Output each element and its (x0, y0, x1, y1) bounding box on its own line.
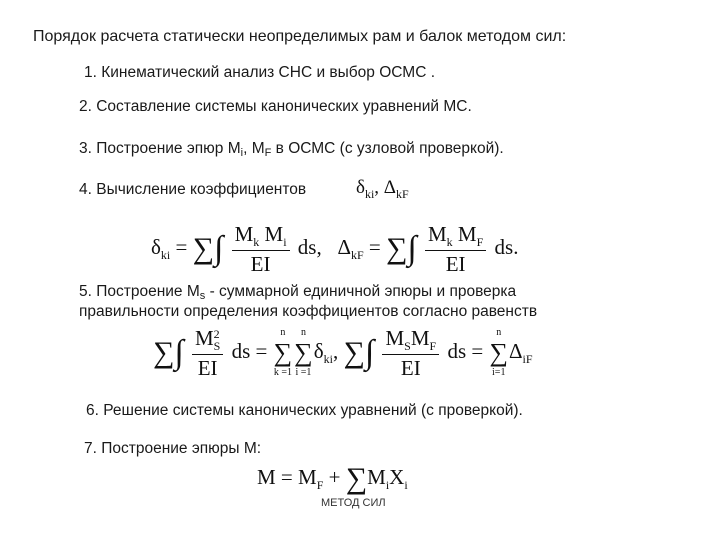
step-7: 7. Построение эпюры М: (84, 440, 262, 457)
comma: , (332, 338, 339, 363)
sum-sign: ∑ (489, 338, 509, 367)
plus-sign: + (328, 464, 341, 489)
M: M (385, 326, 405, 350)
Delta-symbol: Δ (383, 177, 397, 198)
sum-sign: ∑ (192, 232, 214, 265)
M: M (410, 326, 430, 350)
sum-i-2 (489, 326, 508, 380)
M: M (264, 222, 284, 246)
equals-sign: = (471, 338, 484, 363)
M: M (427, 222, 447, 246)
ds: ds (447, 338, 467, 363)
k: k (446, 235, 453, 249)
n: n (496, 327, 502, 338)
step-3-sub-i: i (240, 147, 244, 159)
delta-index: ki (160, 247, 171, 262)
sum-sign: ∑ (345, 462, 368, 495)
i-lower: i =1 (295, 367, 312, 378)
M: M (194, 326, 214, 350)
step-4: 4. Вычисление коэффициентов (79, 181, 307, 198)
step-6: 6. Решение системы канонических уравнений (с проверкой). (86, 402, 523, 419)
step-3-text-b: , M (243, 140, 265, 157)
formula-check (153, 326, 533, 380)
Delta-index: kF (350, 247, 364, 262)
step-3 (79, 140, 504, 158)
fraction (232, 222, 290, 276)
k-lower: k =1 (273, 367, 292, 378)
EI: EI (400, 356, 421, 380)
sum-sign: ∑ (273, 338, 293, 367)
equals-sign: = (368, 234, 381, 259)
step-5-text-a: 5. Построение M (79, 283, 200, 300)
sum-k (274, 326, 293, 380)
sum-sign: ∑ (386, 232, 408, 265)
step-3-sub-f: F (264, 147, 272, 159)
Delta: Δ (337, 234, 351, 259)
sum-i (294, 326, 313, 380)
Delta-sub: kF (396, 187, 409, 201)
i: i (404, 477, 408, 492)
page-title: Порядок расчета статически неопределимых рам и балок методом сил: (33, 28, 567, 45)
formula-coefficients (151, 222, 518, 276)
EI: EI (197, 356, 218, 380)
coefficients-symbols (356, 177, 409, 199)
M: M (367, 464, 386, 489)
integral-sign: ∫ (407, 230, 417, 267)
M: M (457, 222, 477, 246)
sum-sign: ∑ (343, 336, 365, 369)
i-lower: i=1 (492, 367, 506, 378)
F: F (476, 235, 484, 249)
step-3-text-a: 3. Построение эпюр M (79, 140, 241, 157)
delta: δ (313, 338, 324, 363)
F: F (316, 477, 324, 492)
delta-sub: ki (364, 187, 375, 201)
ds: ds. (494, 234, 519, 259)
delta-index: ki (323, 351, 333, 366)
step-5-sub: s (199, 290, 206, 302)
equals-sign: = (175, 234, 188, 259)
n: n (280, 327, 286, 338)
step-5-text-b: - суммарной единичной эпюры и проверка (205, 283, 517, 300)
step-5 (79, 283, 516, 301)
step-1: 1. Кинематический анализ СНС и выбор ОСМС . (84, 64, 436, 81)
k: k (253, 235, 260, 249)
ds: ds (231, 338, 251, 363)
sum-sign: ∑ (294, 338, 313, 367)
equals-sign: = (255, 338, 268, 363)
step-3-text-c: в ОСМС (с узловой проверкой). (271, 140, 504, 157)
fraction (192, 326, 223, 380)
integral-sign: ∫ (364, 334, 375, 371)
fraction (425, 222, 486, 276)
F: F (429, 339, 437, 353)
S: S (404, 339, 411, 353)
power: 2 (213, 327, 220, 341)
delta-symbol: δ (356, 177, 365, 198)
footer-caption: МЕТОД СИЛ (321, 497, 386, 509)
M: M (234, 222, 254, 246)
step-2: 2. Составление системы канонических уравнений МС. (79, 98, 472, 115)
i: i (385, 477, 390, 492)
fraction (382, 326, 439, 380)
ds: ds, (297, 234, 322, 259)
EI: EI (250, 252, 271, 276)
S: S (213, 339, 221, 353)
integral-sign: ∫ (174, 334, 184, 371)
sum-sign: ∑ (153, 336, 175, 369)
delta: δ (151, 234, 161, 259)
step-5-line-2: правильности определения коэффициентов согласно равенств (79, 303, 538, 320)
comma: , (374, 177, 380, 198)
integral-sign: ∫ (213, 230, 224, 267)
Delta-index: iF (522, 351, 533, 366)
X: X (389, 464, 405, 489)
Delta: Δ (509, 338, 523, 363)
i: i (283, 235, 287, 249)
n: n (300, 327, 306, 338)
EI: EI (445, 252, 466, 276)
formula-final-moment (257, 462, 408, 496)
M-equals: M = M (257, 464, 317, 489)
